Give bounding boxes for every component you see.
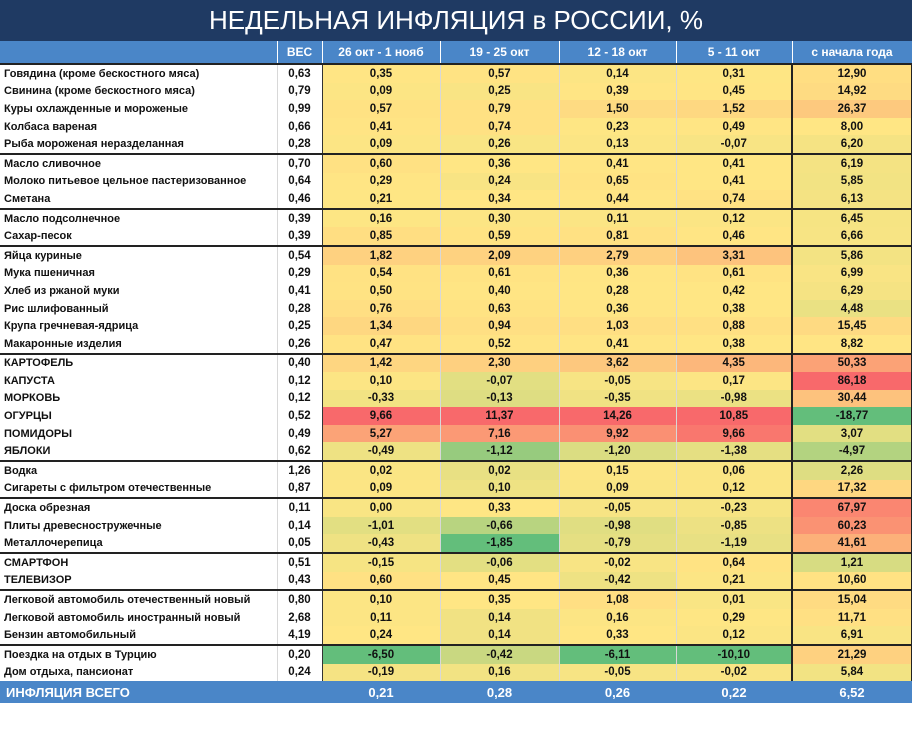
row-weight: 0,87 <box>277 480 322 499</box>
row-value: 2,79 <box>559 246 676 265</box>
row-weight: 0,46 <box>277 190 322 209</box>
row-value: -1,85 <box>440 534 559 553</box>
row-value: 0,52 <box>440 335 559 354</box>
row-value: -0,02 <box>559 553 676 572</box>
row-value: 0,12 <box>676 626 792 645</box>
table-row <box>0 135 912 154</box>
row-value: 0,81 <box>559 227 676 246</box>
row-ytd: 26,37 <box>792 100 912 118</box>
row-value: -1,38 <box>676 442 792 461</box>
table-header <box>0 41 912 64</box>
row-value: 5,27 <box>322 425 440 443</box>
row-ytd: 2,26 <box>792 461 912 480</box>
row-value: 0,39 <box>559 83 676 101</box>
row-value: -0,49 <box>322 442 440 461</box>
row-weight: 0,52 <box>277 407 322 425</box>
row-ytd: 6,45 <box>792 209 912 228</box>
row-value: -0,42 <box>559 572 676 591</box>
row-value: 0,02 <box>440 461 559 480</box>
table-body <box>0 64 912 681</box>
table-row <box>0 335 912 354</box>
row-value: 0,24 <box>440 173 559 191</box>
table-row <box>0 645 912 664</box>
row-weight: 2,68 <box>277 609 322 627</box>
row-value: 0,10 <box>322 590 440 609</box>
row-weight: 0,64 <box>277 173 322 191</box>
row-weight: 4,19 <box>277 626 322 645</box>
row-value: 0,28 <box>559 282 676 300</box>
row-ytd: 11,71 <box>792 609 912 627</box>
row-name: Куры охлажденные и мороженые <box>0 100 277 118</box>
row-value: -10,10 <box>676 645 792 664</box>
row-name: Сигареты с фильтром отечественные <box>0 480 277 499</box>
row-value: 9,92 <box>559 425 676 443</box>
row-value: 0,25 <box>440 83 559 101</box>
row-ytd: 8,00 <box>792 118 912 136</box>
row-value: 0,17 <box>676 372 792 390</box>
row-value: 0,41 <box>322 118 440 136</box>
row-value: 0,65 <box>559 173 676 191</box>
table-row <box>0 64 912 83</box>
row-value: 0,15 <box>559 461 676 480</box>
row-name: Рыба мороженая неразделанная <box>0 135 277 154</box>
row-value: 0,45 <box>676 83 792 101</box>
row-value: 0,76 <box>322 300 440 318</box>
row-value: -0,35 <box>559 390 676 408</box>
row-value: -1,12 <box>440 442 559 461</box>
row-value: 1,03 <box>559 317 676 335</box>
row-value: 0,12 <box>676 480 792 499</box>
row-value: 0,21 <box>676 572 792 591</box>
row-value: 0,14 <box>559 64 676 83</box>
row-ytd: 6,13 <box>792 190 912 209</box>
row-value: -0,43 <box>322 534 440 553</box>
row-name: ОГУРЦЫ <box>0 407 277 425</box>
table-row <box>0 425 912 443</box>
row-weight: 0,43 <box>277 572 322 591</box>
row-ytd: 15,04 <box>792 590 912 609</box>
row-value: 0,54 <box>322 265 440 283</box>
row-value: -6,50 <box>322 645 440 664</box>
row-weight: 0,62 <box>277 442 322 461</box>
row-value: 0,11 <box>559 209 676 228</box>
row-value: 0,61 <box>440 265 559 283</box>
row-ytd: 6,29 <box>792 282 912 300</box>
row-ytd: 50,33 <box>792 354 912 373</box>
row-value: 0,36 <box>440 154 559 173</box>
row-value: -0,23 <box>676 498 792 517</box>
table-row <box>0 317 912 335</box>
row-value: -1,01 <box>322 517 440 535</box>
row-name: Крупа гречневая-ядрица <box>0 317 277 335</box>
row-value: -0,66 <box>440 517 559 535</box>
row-value: 0,61 <box>676 265 792 283</box>
table-row <box>0 480 912 499</box>
row-value: 3,62 <box>559 354 676 373</box>
total-value: 0,28 <box>440 681 559 703</box>
column-header <box>0 41 277 64</box>
row-name: Мука пшеничная <box>0 265 277 283</box>
table-row <box>0 498 912 517</box>
row-weight: 0,25 <box>277 317 322 335</box>
table-row <box>0 517 912 535</box>
row-name: Водка <box>0 461 277 480</box>
row-weight: 0,12 <box>277 390 322 408</box>
row-value: -0,42 <box>440 645 559 664</box>
row-value: 0,29 <box>322 173 440 191</box>
row-name: Легковой автомобиль отечественный новый <box>0 590 277 609</box>
row-value: 0,16 <box>440 664 559 682</box>
row-value: 0,30 <box>440 209 559 228</box>
row-value: 0,63 <box>440 300 559 318</box>
column-header-weight: ВЕС <box>277 41 322 64</box>
row-value: 0,64 <box>676 553 792 572</box>
table-row <box>0 190 912 209</box>
row-ytd: 15,45 <box>792 317 912 335</box>
row-value: 4,35 <box>676 354 792 373</box>
row-name: Макаронные изделия <box>0 335 277 354</box>
row-value: 0,34 <box>440 190 559 209</box>
row-value: 0,01 <box>676 590 792 609</box>
row-value: 0,41 <box>676 173 792 191</box>
row-weight: 0,41 <box>277 282 322 300</box>
row-value: 0,36 <box>559 265 676 283</box>
table-row <box>0 626 912 645</box>
row-value: 10,85 <box>676 407 792 425</box>
row-weight: 0,26 <box>277 335 322 354</box>
row-weight: 0,20 <box>277 645 322 664</box>
total-weight <box>277 681 322 703</box>
row-value: 0,85 <box>322 227 440 246</box>
row-value: 0,36 <box>559 300 676 318</box>
column-header-ytd: с начала года <box>792 41 912 64</box>
row-name: Дом отдыха, пансионат <box>0 664 277 682</box>
total-row <box>0 681 912 703</box>
row-value: 9,66 <box>676 425 792 443</box>
row-weight: 0,28 <box>277 300 322 318</box>
row-value: -0,06 <box>440 553 559 572</box>
row-value: 0,06 <box>676 461 792 480</box>
row-value: 0,35 <box>440 590 559 609</box>
row-value: -0,05 <box>559 498 676 517</box>
row-value: 0,24 <box>322 626 440 645</box>
table-row <box>0 442 912 461</box>
page-title: НЕДЕЛЬНАЯ ИНФЛЯЦИЯ в РОССИИ, % <box>0 0 912 41</box>
row-value: 0,09 <box>559 480 676 499</box>
row-value: 2,09 <box>440 246 559 265</box>
row-weight: 0,39 <box>277 209 322 228</box>
row-value: 0,14 <box>440 609 559 627</box>
row-value: -0,05 <box>559 372 676 390</box>
row-value: -0,02 <box>676 664 792 682</box>
row-value: 0,02 <box>322 461 440 480</box>
row-name: Колбаса вареная <box>0 118 277 136</box>
row-value: -0,79 <box>559 534 676 553</box>
row-name: Сметана <box>0 190 277 209</box>
row-value: 0,13 <box>559 135 676 154</box>
row-value: 0,41 <box>676 154 792 173</box>
column-header-week1: 26 окт - 1 нояб <box>322 41 440 64</box>
row-value: -0,85 <box>676 517 792 535</box>
row-value: 14,26 <box>559 407 676 425</box>
row-value: 0,16 <box>559 609 676 627</box>
row-value: 1,52 <box>676 100 792 118</box>
row-value: 0,00 <box>322 498 440 517</box>
row-value: 0,12 <box>676 209 792 228</box>
row-name: Масло сливочное <box>0 154 277 173</box>
row-value: 0,09 <box>322 135 440 154</box>
row-ytd: 41,61 <box>792 534 912 553</box>
row-weight: 0,40 <box>277 354 322 373</box>
table-row <box>0 154 912 173</box>
table-row <box>0 354 912 373</box>
row-value: 0,14 <box>440 626 559 645</box>
row-ytd: 30,44 <box>792 390 912 408</box>
row-value: -1,20 <box>559 442 676 461</box>
row-ytd: 6,66 <box>792 227 912 246</box>
table-row <box>0 372 912 390</box>
row-value: 3,31 <box>676 246 792 265</box>
row-value: 0,79 <box>440 100 559 118</box>
row-value: -0,19 <box>322 664 440 682</box>
row-weight: 0,11 <box>277 498 322 517</box>
row-value: -0,13 <box>440 390 559 408</box>
row-ytd: 60,23 <box>792 517 912 535</box>
row-name: Легковой автомобиль иностранный новый <box>0 609 277 627</box>
row-name: Говядина (кроме бескостного мяса) <box>0 64 277 83</box>
table-footer <box>0 681 912 703</box>
row-name: Яйца куриные <box>0 246 277 265</box>
table-row <box>0 100 912 118</box>
row-name: Металлочерепица <box>0 534 277 553</box>
row-name: ПОМИДОРЫ <box>0 425 277 443</box>
row-ytd: 12,90 <box>792 64 912 83</box>
row-ytd: 5,86 <box>792 246 912 265</box>
row-value: 1,50 <box>559 100 676 118</box>
row-name: Бензин автомобильный <box>0 626 277 645</box>
row-value: 7,16 <box>440 425 559 443</box>
row-name: Хлеб из ржаной муки <box>0 282 277 300</box>
row-value: 0,57 <box>322 100 440 118</box>
row-value: 1,42 <box>322 354 440 373</box>
row-weight: 0,70 <box>277 154 322 173</box>
inflation-table <box>0 41 912 703</box>
total-ytd: 6,52 <box>792 681 912 703</box>
table-row <box>0 282 912 300</box>
row-ytd: 8,82 <box>792 335 912 354</box>
row-ytd: 6,91 <box>792 626 912 645</box>
total-label: ИНФЛЯЦИЯ ВСЕГО <box>0 681 277 703</box>
row-value: -0,98 <box>559 517 676 535</box>
table-row <box>0 227 912 246</box>
row-ytd: 67,97 <box>792 498 912 517</box>
row-value: 0,09 <box>322 480 440 499</box>
row-value: 0,40 <box>440 282 559 300</box>
table-row <box>0 534 912 553</box>
row-name: Сахар-песок <box>0 227 277 246</box>
row-value: 0,60 <box>322 572 440 591</box>
table-row <box>0 265 912 283</box>
row-value: 1,82 <box>322 246 440 265</box>
row-value: 0,38 <box>676 300 792 318</box>
row-weight: 0,24 <box>277 664 322 682</box>
row-name: Поездка на отдых в Турцию <box>0 645 277 664</box>
row-ytd: -4,97 <box>792 442 912 461</box>
row-value: 0,94 <box>440 317 559 335</box>
row-weight: 0,51 <box>277 553 322 572</box>
row-value: 0,74 <box>440 118 559 136</box>
row-weight: 0,79 <box>277 83 322 101</box>
table-row <box>0 83 912 101</box>
row-value: 2,30 <box>440 354 559 373</box>
table-row <box>0 609 912 627</box>
row-value: 0,35 <box>322 64 440 83</box>
row-name: ТЕЛЕВИЗОР <box>0 572 277 591</box>
row-ytd: 1,21 <box>792 553 912 572</box>
table-row <box>0 664 912 682</box>
table-row <box>0 173 912 191</box>
row-ytd: 14,92 <box>792 83 912 101</box>
row-value: 0,10 <box>440 480 559 499</box>
row-weight: 0,66 <box>277 118 322 136</box>
table-row <box>0 390 912 408</box>
row-ytd: 21,29 <box>792 645 912 664</box>
row-name: СМАРТФОН <box>0 553 277 572</box>
column-header-week3: 12 - 18 окт <box>559 41 676 64</box>
row-ytd: 5,84 <box>792 664 912 682</box>
row-ytd: -18,77 <box>792 407 912 425</box>
row-ytd: 6,19 <box>792 154 912 173</box>
row-ytd: 10,60 <box>792 572 912 591</box>
table-row <box>0 300 912 318</box>
row-value: 1,08 <box>559 590 676 609</box>
row-ytd: 6,20 <box>792 135 912 154</box>
row-value: -0,07 <box>676 135 792 154</box>
row-value: 0,47 <box>322 335 440 354</box>
row-value: -0,33 <box>322 390 440 408</box>
row-value: 0,23 <box>559 118 676 136</box>
row-weight: 0,49 <box>277 425 322 443</box>
table-row <box>0 590 912 609</box>
row-value: 0,26 <box>440 135 559 154</box>
row-value: 0,16 <box>322 209 440 228</box>
row-name: Рис шлифованный <box>0 300 277 318</box>
row-weight: 1,26 <box>277 461 322 480</box>
row-value: 0,33 <box>440 498 559 517</box>
row-value: 0,49 <box>676 118 792 136</box>
row-value: 11,37 <box>440 407 559 425</box>
row-value: 0,45 <box>440 572 559 591</box>
row-value: -0,98 <box>676 390 792 408</box>
table-row <box>0 407 912 425</box>
row-value: 0,60 <box>322 154 440 173</box>
row-value: 0,42 <box>676 282 792 300</box>
row-weight: 0,54 <box>277 246 322 265</box>
row-value: 0,46 <box>676 227 792 246</box>
row-ytd: 3,07 <box>792 425 912 443</box>
row-weight: 0,14 <box>277 517 322 535</box>
table-row <box>0 118 912 136</box>
row-value: -1,19 <box>676 534 792 553</box>
row-ytd: 86,18 <box>792 372 912 390</box>
row-value: -0,05 <box>559 664 676 682</box>
row-weight: 0,29 <box>277 265 322 283</box>
table-row <box>0 209 912 228</box>
row-name: Масло подсолнечное <box>0 209 277 228</box>
row-weight: 0,05 <box>277 534 322 553</box>
row-value: 0,50 <box>322 282 440 300</box>
row-value: 0,57 <box>440 64 559 83</box>
total-value: 0,26 <box>559 681 676 703</box>
row-value: -6,11 <box>559 645 676 664</box>
row-value: 0,44 <box>559 190 676 209</box>
row-value: 0,74 <box>676 190 792 209</box>
row-value: 1,34 <box>322 317 440 335</box>
column-header-week2: 19 - 25 окт <box>440 41 559 64</box>
row-value: 0,31 <box>676 64 792 83</box>
row-value: -0,15 <box>322 553 440 572</box>
row-name: КАРТОФЕЛЬ <box>0 354 277 373</box>
table-row <box>0 572 912 591</box>
row-weight: 0,28 <box>277 135 322 154</box>
row-weight: 0,80 <box>277 590 322 609</box>
row-value: 0,59 <box>440 227 559 246</box>
row-value: 0,10 <box>322 372 440 390</box>
row-name: ЯБЛОКИ <box>0 442 277 461</box>
row-value: 0,88 <box>676 317 792 335</box>
row-value: 0,29 <box>676 609 792 627</box>
row-weight: 0,63 <box>277 64 322 83</box>
row-value: 0,38 <box>676 335 792 354</box>
row-value: 0,11 <box>322 609 440 627</box>
row-name: Свинина (кроме бескостного мяса) <box>0 83 277 101</box>
row-ytd: 4,48 <box>792 300 912 318</box>
row-name: Плиты древесностружечные <box>0 517 277 535</box>
table-row <box>0 246 912 265</box>
row-value: -0,07 <box>440 372 559 390</box>
row-name: МОРКОВЬ <box>0 390 277 408</box>
row-value: 0,09 <box>322 83 440 101</box>
row-value: 0,33 <box>559 626 676 645</box>
row-value: 0,21 <box>322 190 440 209</box>
row-weight: 0,39 <box>277 227 322 246</box>
total-value: 0,22 <box>676 681 792 703</box>
row-ytd: 5,85 <box>792 173 912 191</box>
row-name: Доска обрезная <box>0 498 277 517</box>
row-ytd: 6,99 <box>792 265 912 283</box>
column-header-week4: 5 - 11 окт <box>676 41 792 64</box>
row-value: 0,41 <box>559 335 676 354</box>
row-value: 0,41 <box>559 154 676 173</box>
row-value: 9,66 <box>322 407 440 425</box>
table-row <box>0 553 912 572</box>
row-weight: 0,12 <box>277 372 322 390</box>
row-name: Молоко питьевое цельное пастеризованное <box>0 173 277 191</box>
row-weight: 0,99 <box>277 100 322 118</box>
row-name: КАПУСТА <box>0 372 277 390</box>
row-ytd: 17,32 <box>792 480 912 499</box>
table-row <box>0 461 912 480</box>
total-value: 0,21 <box>322 681 440 703</box>
